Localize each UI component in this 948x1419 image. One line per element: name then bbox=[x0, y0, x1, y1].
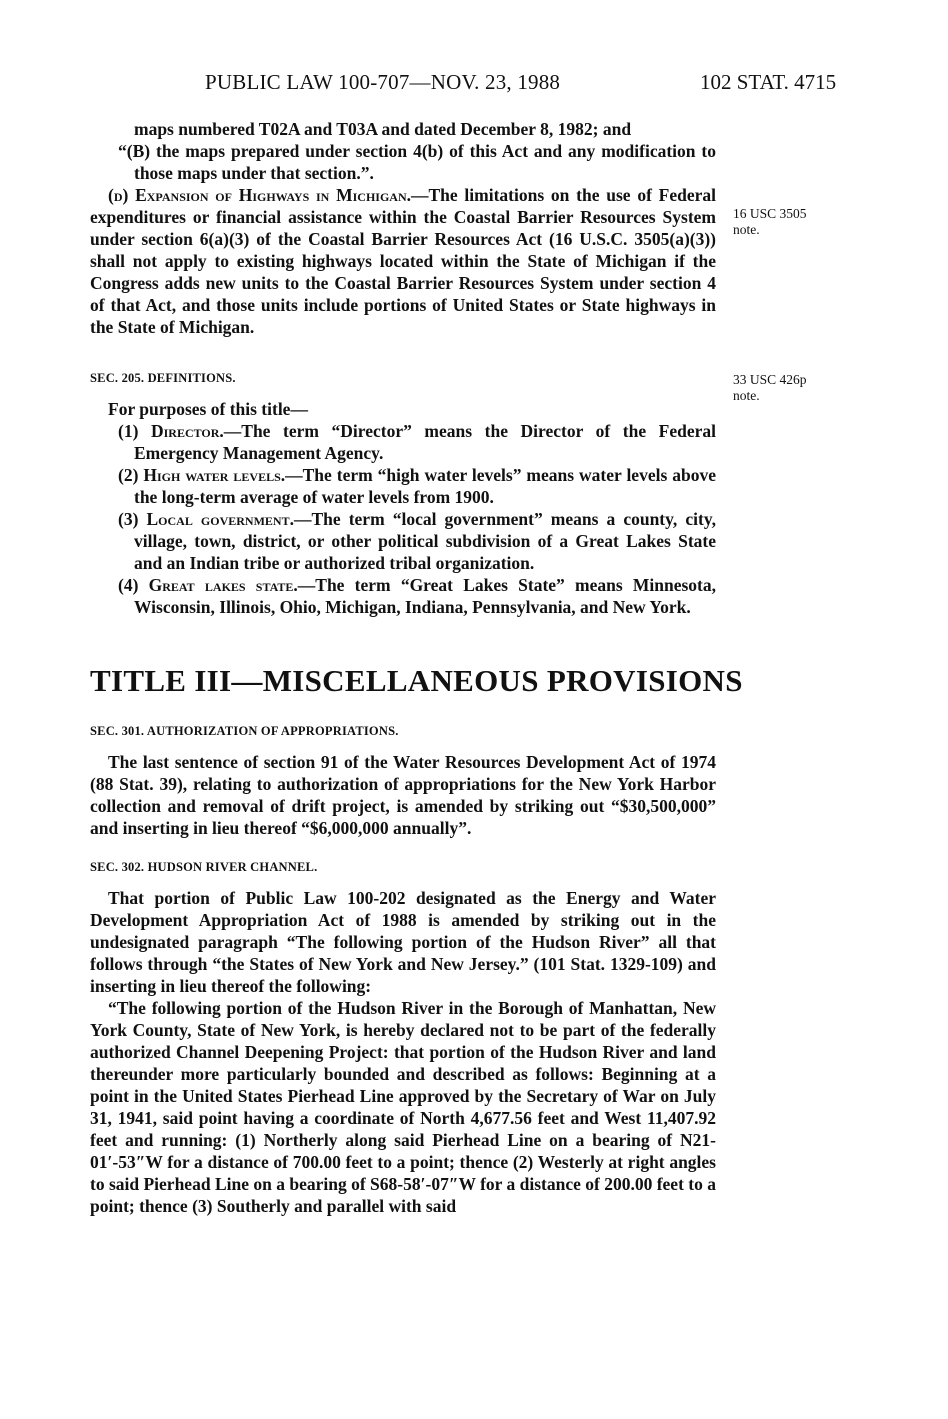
margin-note-2-line1: 33 USC 426p bbox=[733, 372, 807, 387]
section-301-heading: SEC. 301. AUTHORIZATION OF APPROPRIATIONS. bbox=[90, 724, 399, 738]
section-205-intro: For purposes of this title— bbox=[108, 399, 308, 419]
margin-note-2-line2: note. bbox=[733, 388, 760, 403]
definition-2 bbox=[90, 464, 716, 508]
page-header-left: PUBLIC LAW 100-707—NOV. 23, 1988 bbox=[205, 70, 561, 94]
subsection-d-text: —The limitations on the use of Federal expenditures or financial assistance within the Coastal Barrier Resources System under section 6(a)(3) of the Coastal Barrier Resources Act (16 U.S.C. 3505(a)(3)) shall not apply to existing highways located within the State of Michigan if the Congress adds new units to the Coastal Barrier Resources System under section 4 of that Act, and those units include portions of United States or State highways in the State of Michigan. bbox=[90, 185, 716, 337]
section-301 bbox=[90, 720, 716, 839]
title-iii-heading: TITLE III—MISCELLANEOUS PROVISIONS bbox=[90, 663, 743, 698]
margin-note-1-line2: note. bbox=[733, 222, 760, 237]
margin-note-2 bbox=[733, 372, 843, 404]
definition-3-label: (3) Local government. bbox=[118, 509, 294, 529]
page-header-right: 102 STAT. 4715 bbox=[700, 70, 837, 94]
section-302 bbox=[90, 856, 716, 1217]
section-302-heading: SEC. 302. HUDSON RIVER CHANNEL. bbox=[90, 860, 318, 874]
item-a-continuation: maps numbered T02A and T03A and dated December 8, 1982; and bbox=[134, 119, 632, 139]
section-205-heading: SEC. 205. DEFINITIONS. bbox=[90, 371, 236, 385]
subsection-d-label: (d) Expansion of Highways in Michigan. bbox=[108, 185, 411, 205]
definition-4-text: —The term “Great Lakes State” means Minnesota, Wisconsin, Illinois, Ohio, Michigan, Indiana, Pennsylvania, and New York. bbox=[134, 575, 717, 617]
section-302-text-1: That portion of Public Law 100-202 designated as the Energy and Water Development Appropriation Act of 1988 is amended by striking out in the undesignated paragraph “The following portion of the Hudson River” all that follows through “the States of New York and New Jersey.” (101 Stat. 1329-109) and inserting in lieu thereof the following: bbox=[90, 888, 716, 996]
definition-1-label: (1) Director. bbox=[118, 421, 224, 441]
definition-4 bbox=[90, 574, 716, 618]
margin-note-1-line1: 16 USC 3505 bbox=[733, 206, 807, 221]
block-continuation bbox=[90, 118, 716, 338]
definition-3-text: —The term “local government” means a county, city, village, town, district, or other political subdivision of a Great Lakes State and an Indian tribe or authorized tribal organization. bbox=[134, 509, 716, 573]
subsection-d bbox=[90, 184, 716, 338]
section-205 bbox=[90, 367, 716, 618]
definition-4-label: (4) Great lakes state. bbox=[118, 575, 298, 595]
section-302-text-2: “The following portion of the Hudson River in the Borough of Manhattan, New York County, State of New York, is hereby declared not to be part of the federally authorized Channel Deepening Project: that portion of the Hudson River and land thereunder more particularly bounded and described as follows: Beginning at a point in the United States Pierhead Line approved by the Secretary of War on July 31, 1941, said point having a coordinate of North 4,677.56 feet and West 11,407.92 feet and running: (1) Northerly along said Pierhead Line on a bearing of N21-01′-53″W for a distance of 700.00 feet to a point; thence (2) Westerly at right angles to said Pierhead Line on a bearing of S68-58′-07″W for a distance of 200.00 feet to a point; thence (3) Southerly and parallel with said bbox=[90, 998, 716, 1216]
definition-2-text: —The term “high water levels” means water levels above the long-term average of water levels from 1900. bbox=[134, 465, 716, 507]
definition-2-label: (2) High water levels. bbox=[118, 465, 286, 485]
definition-3 bbox=[90, 508, 716, 574]
section-301-text: The last sentence of section 91 of the Water Resources Development Act of 1974 (88 Stat. 39), relating to authorization of appropriations for the New York Harbor collection and removal of drift project, is amended by striking out “$30,500,000” and inserting in lieu thereof “$6,000,000 annually”. bbox=[90, 752, 716, 838]
definition-1-text: —The term “Director” means the Director of the Federal Emergency Management Agency. bbox=[134, 421, 716, 463]
margin-note-1 bbox=[733, 206, 843, 238]
item-b: “(B) the maps prepared under section 4(b) of this Act and any modification to those maps under that section.”. bbox=[118, 141, 716, 183]
definition-1 bbox=[90, 420, 716, 464]
